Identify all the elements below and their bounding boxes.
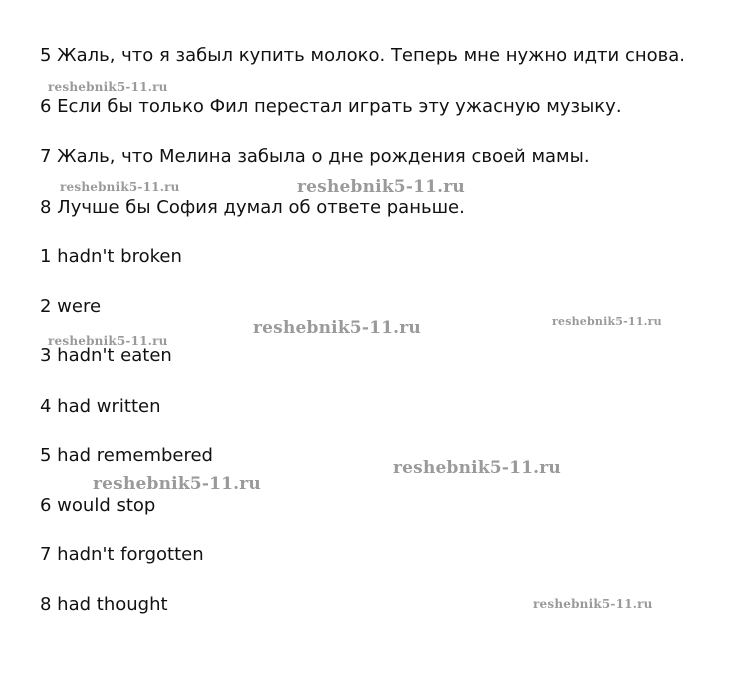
answer-line-7: 7 hadn't forgotten	[40, 544, 204, 565]
watermark: reshebnik5-11.ru	[48, 334, 168, 348]
translation-line-7: 7 Жаль, что Мелина забыла о дне рождения своей мамы.	[40, 146, 590, 167]
watermark: reshebnik5-11.ru	[60, 180, 180, 194]
translation-line-8: 8 Лучше бы София думал об ответе раньше.	[40, 197, 465, 218]
watermark: reshebnik5-11.ru	[93, 474, 261, 494]
answer-line-1: 1 hadn't broken	[40, 246, 182, 267]
watermark: reshebnik5-11.ru	[253, 318, 421, 338]
watermark: reshebnik5-11.ru	[48, 80, 168, 94]
answer-line-5: 5 had remembered	[40, 445, 213, 466]
answer-line-3: 3 hadn't eaten	[40, 345, 172, 366]
translation-line-6: 6 Если бы только Фил перестал играть эту ужасную музыку.	[40, 96, 622, 117]
answer-line-4: 4 had written	[40, 396, 161, 417]
watermark: reshebnik5-11.ru	[533, 597, 653, 611]
watermark: reshebnik5-11.ru	[297, 177, 465, 197]
watermark: reshebnik5-11.ru	[552, 315, 662, 328]
answer-line-8: 8 had thought	[40, 594, 168, 615]
translation-line-5: 5 Жаль, что я забыл купить молоко. Теперь мне нужно идти снова.	[40, 45, 685, 66]
answer-line-6: 6 would stop	[40, 495, 156, 516]
watermark: reshebnik5-11.ru	[393, 458, 561, 478]
answer-line-2: 2 were	[40, 296, 102, 317]
